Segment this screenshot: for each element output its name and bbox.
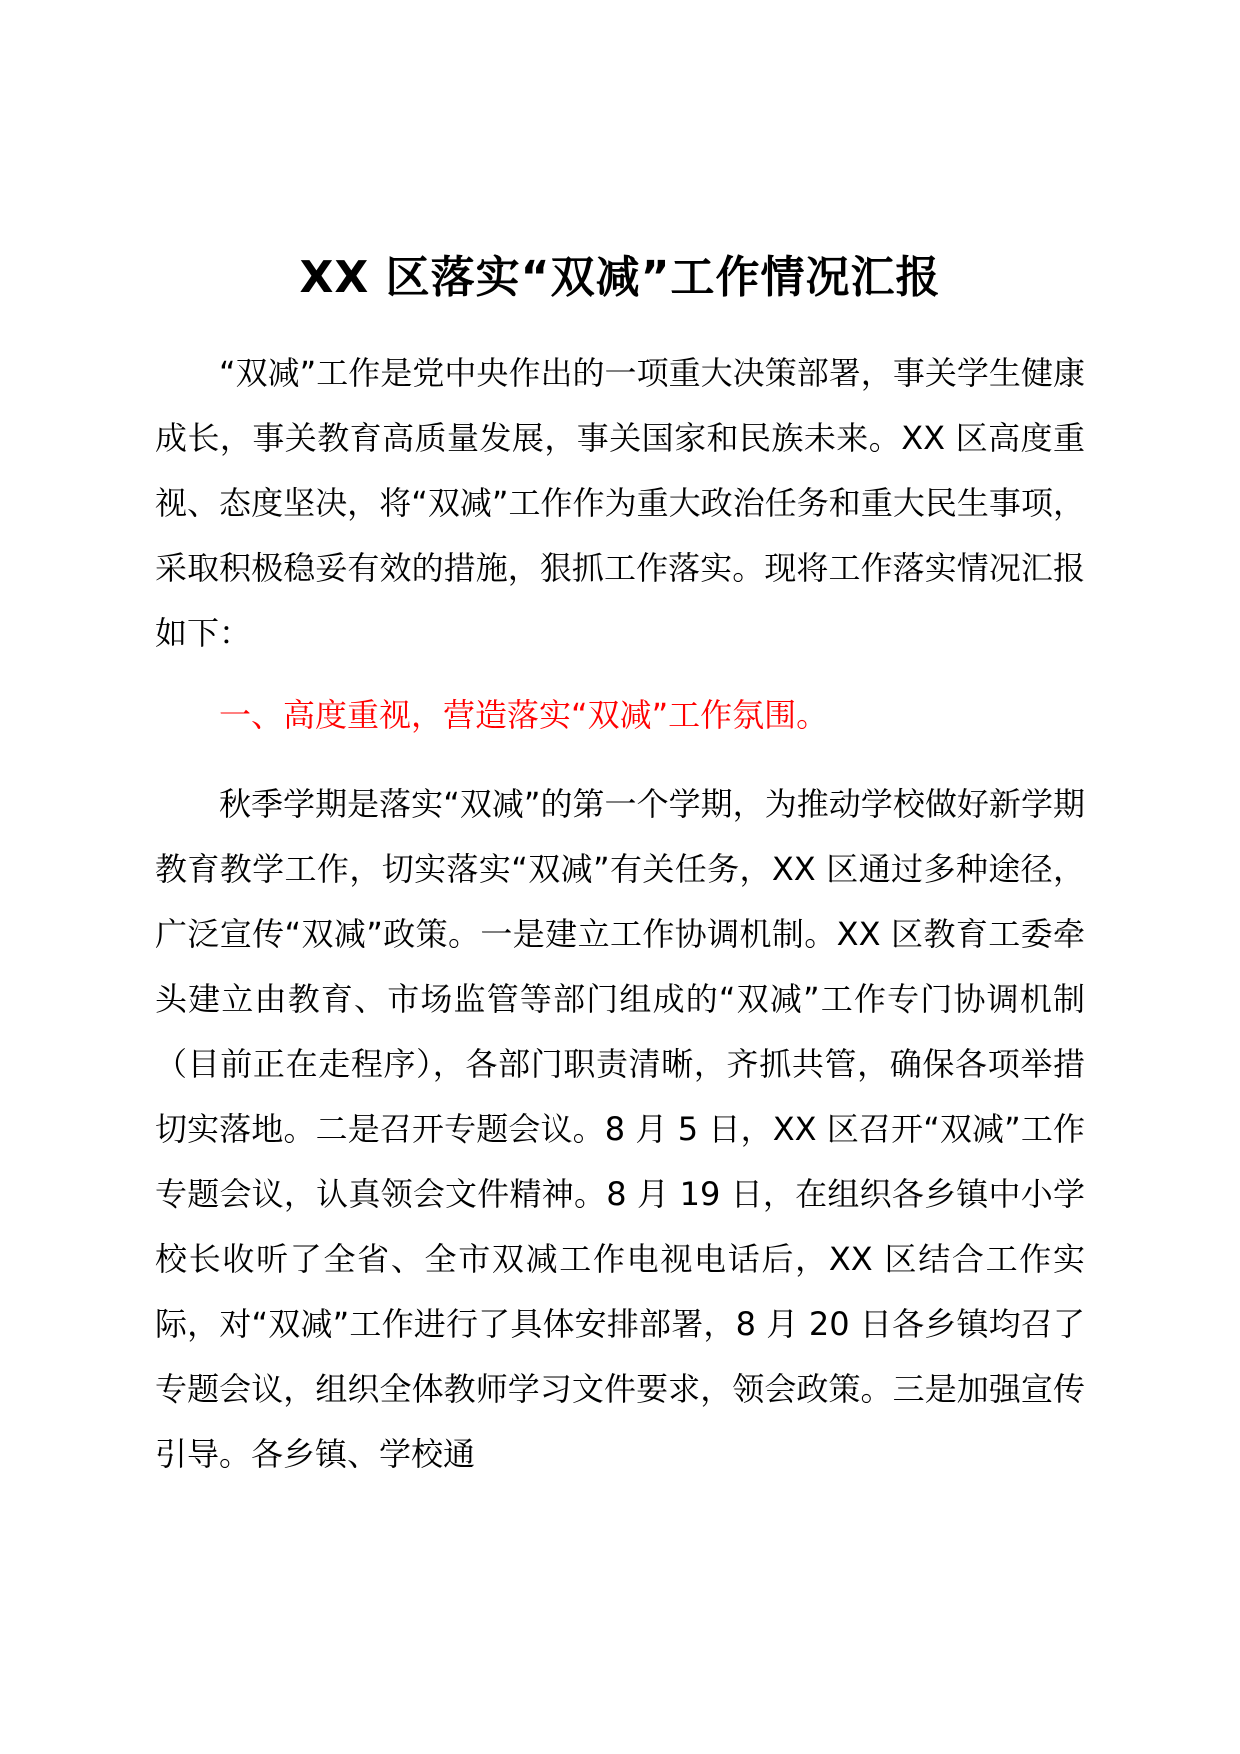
section-1-paragraph: 秋季学期是落实“双减”的第一个学期，为推动学校做好新学期教育教学工作，切实落实“双减”有关任务，XX 区通过多种途径，广泛宣传“双减”政策。一是建立工作协调机制。XX 区教育工委牵头建立由教育、市场监管等部门组成的“双减”工作专门协调机制（目前正在走程序），各部门职责清晰，齐抓共管，确保各项举措切实落地。二是召开专题会议。8 月 5 日，XX 区召开“双减”工作专题会议，认真领会文件精神。8 月 19 日，在组织各乡镇中小学校长收听了全省、全市双减工作电视电话后，XX 区结合工作实际，对“双减”工作进行了具体安排部署，8 月 20 日各乡镇均召了专题会议，组织全体教师学习文件要求，领会政策。三是加强宣传引导。各乡镇、学校通 bbox=[155, 785, 1085, 1473]
section-1-heading: 一、高度重视，营造落实“双减”工作氛围。 bbox=[219, 696, 829, 734]
intro-paragraph: “双减”工作是党中央作出的一项重大决策部署，事关学生健康成长，事关教育高质量发展，事关国家和民族未来。XX 区高度重视、态度坚决，将“双减”工作作为重大政治任务和重大民生事项，采取积极稳妥有效的措施，狠抓工作落实。现将工作落实情况汇报如下： bbox=[155, 354, 1085, 652]
document-title: XX 区落实“双减”工作情况汇报 bbox=[299, 252, 941, 303]
